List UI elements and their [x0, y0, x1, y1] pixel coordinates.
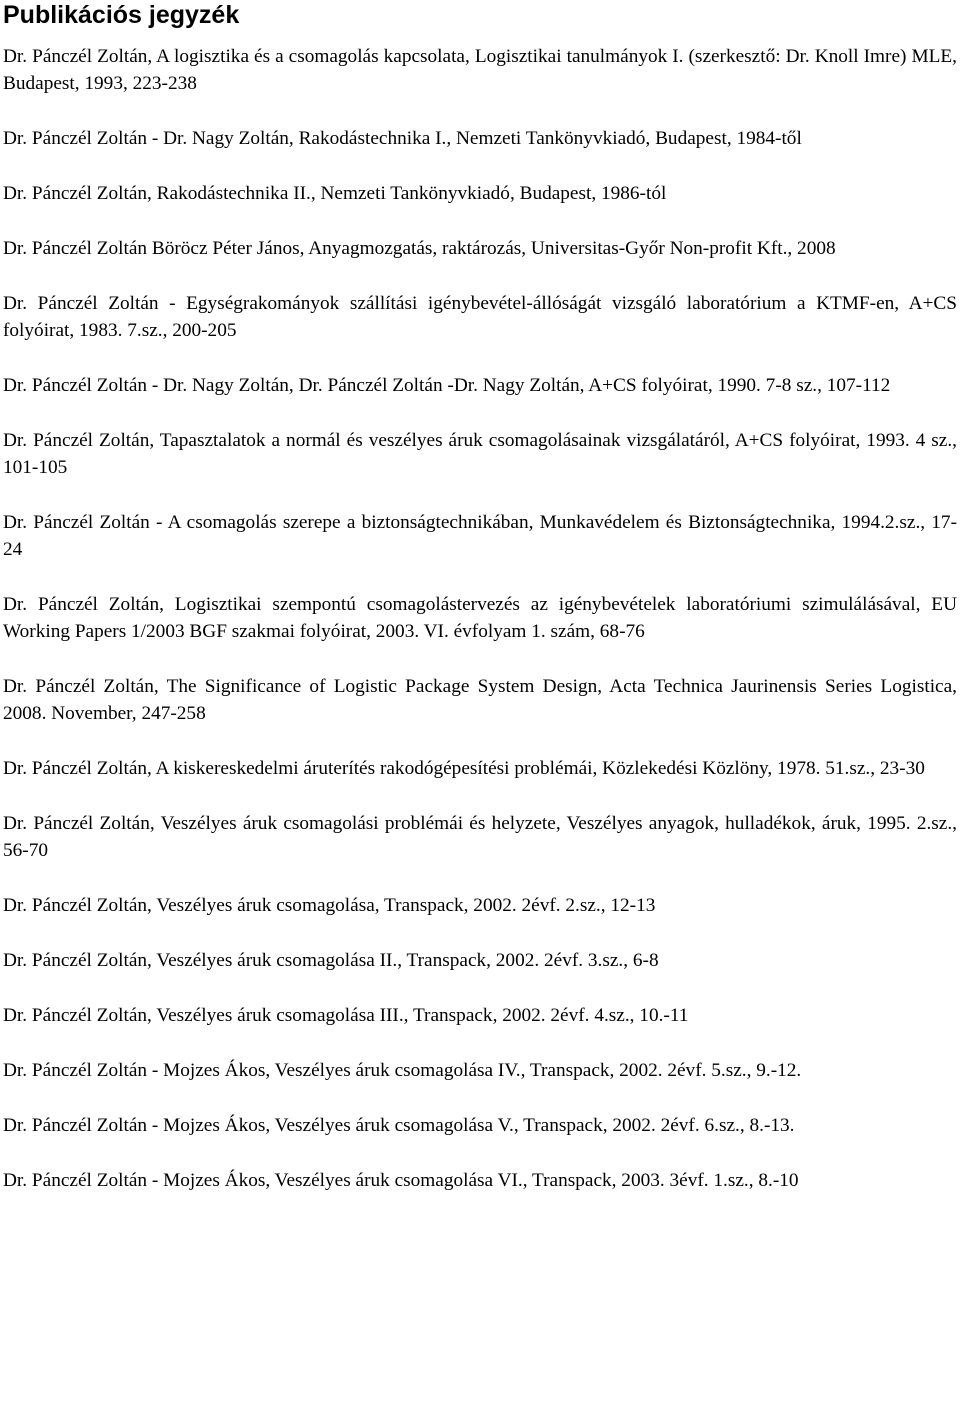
- publication-entry-7: Dr. Pánczél Zoltán, Tapasztalatok a normál és veszélyes áruk csomagolásainak vizsgálatáról, A+CS folyóirat, 1993. 4 sz., 101-105: [3, 430, 957, 478]
- publication-entry-17: Dr. Pánczél Zoltán - Mojzes Ákos, Veszélyes áruk csomagolása V., Transpack, 2002. 2évf. 6.sz., 8.-13.: [3, 1115, 795, 1136]
- publication-entry-10: Dr. Pánczél Zoltán, The Significance of Logistic Package System Design, Acta Technica Jaurinensis Series Logistica, 2008. November, 247-258: [3, 676, 957, 724]
- publication-entry-13: Dr. Pánczél Zoltán, Veszélyes áruk csomagolása, Transpack, 2002. 2évf. 2.sz., 12-13: [3, 895, 656, 916]
- publication-entry-9: Dr. Pánczél Zoltán, Logisztikai szempontú csomagolástervezés az igénybevételek laboratóriumi szimulálásával, EU Working Papers 1/2003 BGF szakmai folyóirat, 2003. VI. évfolyam 1. szám, 68-76: [3, 594, 957, 642]
- publication-entry-3: Dr. Pánczél Zoltán, Rakodástechnika II., Nemzeti Tankönyvkiadó, Budapest, 1986-tól: [3, 183, 667, 204]
- publication-entry-15: Dr. Pánczél Zoltán, Veszélyes áruk csomagolása III., Transpack, 2002. 2évf. 4.sz., 10.-11: [3, 1005, 689, 1026]
- publication-entry-5: Dr. Pánczél Zoltán - Egységrakományok szállítási igénybevétel-állóságát vizsgáló laboratórium a KTMF-en, A+CS folyóirat, 1983. 7.sz., 200-205: [3, 293, 957, 341]
- publication-entry-1: Dr. Pánczél Zoltán, A logisztika és a csomagolás kapcsolata, Logisztikai tanulmányok I. (szerkesztő: Dr. Knoll Imre) MLE, Budapest, 1993, 223-238: [3, 46, 957, 94]
- publication-entry-18: Dr. Pánczél Zoltán - Mojzes Ákos, Veszélyes áruk csomagolása VI., Transpack, 2003. 3évf. 1.sz., 8.-10: [3, 1170, 799, 1191]
- publication-entry-6: Dr. Pánczél Zoltán - Dr. Nagy Zoltán, Dr. Pánczél Zoltán -Dr. Nagy Zoltán, A+CS folyóirat, 1990. 7-8 sz., 107-112: [3, 375, 891, 396]
- publication-entry-8: Dr. Pánczél Zoltán - A csomagolás szerepe a biztonságtechnikában, Munkavédelem és Biztonságtechnika, 1994.2.sz., 17-24: [3, 512, 957, 560]
- document-page: [3, 0, 957, 1222]
- publication-entry-2: Dr. Pánczél Zoltán - Dr. Nagy Zoltán, Rakodástechnika I., Nemzeti Tankönyvkiadó, Budapest, 1984-től: [3, 128, 802, 149]
- page-title: Publikációs jegyzék: [3, 1, 240, 29]
- publication-list: [3, 43, 957, 1194]
- publication-entry-11: Dr. Pánczél Zoltán, A kiskereskedelmi áruterítés rakodógépesítési problémái, Közlekedési Közlöny, 1978. 51.sz., 23-30: [3, 758, 925, 779]
- publication-entry-4: Dr. Pánczél Zoltán Böröcz Péter János, Anyagmozgatás, raktározás, Universitas-Győr Non-profit Kft., 2008: [3, 238, 836, 259]
- publication-entry-12: Dr. Pánczél Zoltán, Veszélyes áruk csomagolási problémái és helyzete, Veszélyes anyagok, hulladékok, áruk, 1995. 2.sz., 56-70: [3, 813, 957, 861]
- publication-entry-14: Dr. Pánczél Zoltán, Veszélyes áruk csomagolása II., Transpack, 2002. 2évf. 3.sz., 6-8: [3, 950, 659, 971]
- publication-entry-16: Dr. Pánczél Zoltán - Mojzes Ákos, Veszélyes áruk csomagolása IV., Transpack, 2002. 2évf. 5.sz., 9.-12.: [3, 1060, 802, 1081]
